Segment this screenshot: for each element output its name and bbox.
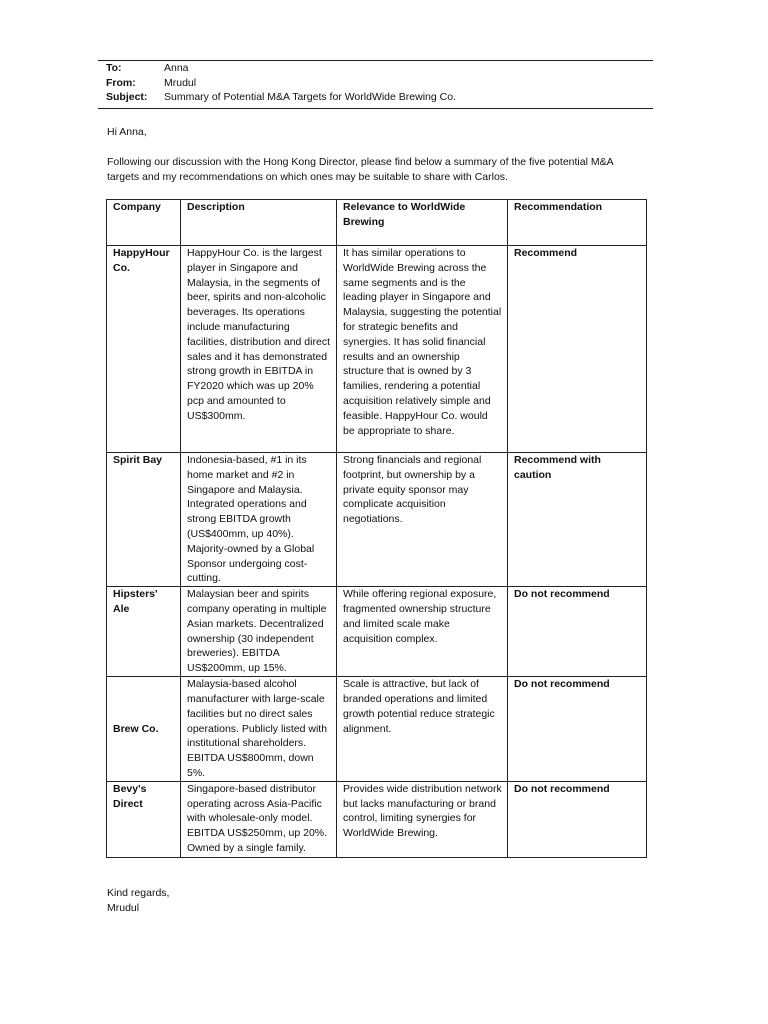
description-cell: Indonesia-based, #1 in its home market and #2 in Singapore and Malaysia. Integrated operations and strong EBITDA growth (US$400mm, up 40%). Majority-owned by a Global Sponsor undergoing cost-cutting. bbox=[181, 453, 337, 587]
subject-label: Subject: bbox=[106, 91, 148, 104]
header-relevance: Relevance to WorldWide Brewing bbox=[337, 200, 508, 246]
targets-table bbox=[106, 199, 647, 858]
to-value: Anna bbox=[164, 62, 189, 74]
subject-value: Summary of Potential M&A Targets for WorldWide Brewing Co. bbox=[164, 91, 456, 104]
from-value: Mrudul bbox=[164, 76, 197, 89]
company-cell: Spirit Bay bbox=[107, 453, 181, 587]
description-cell: Malaysia-based alcohol manufacturer with large-scale facilities but no direct sales operations. Publicly listed with institutional shareholders. EBITDA US$800mm, down 5%. bbox=[181, 677, 337, 782]
recommendation-cell: Do not recommend bbox=[508, 781, 647, 857]
memo-from-row bbox=[98, 76, 653, 91]
relevance-cell: Scale is attractive, but lack of branded operations and limited growth potential reduce strategic alignment. bbox=[337, 677, 508, 782]
header-recommendation: Recommendation bbox=[508, 200, 647, 246]
to-label: To: bbox=[106, 62, 122, 74]
header-description: Description bbox=[181, 200, 337, 246]
table-row bbox=[107, 781, 647, 857]
recommendation-cell: Do not recommend bbox=[508, 677, 647, 782]
table-row bbox=[107, 587, 647, 677]
signer-name: Mrudul bbox=[107, 901, 140, 914]
closing bbox=[107, 886, 169, 916]
table-header-row bbox=[107, 200, 647, 246]
table-row bbox=[107, 677, 647, 782]
description-cell: Malaysian beer and spirits company operating in multiple Asian markets. Decentralized ownership (30 independent breweries). EBITDA US$200mm, up 15%. bbox=[181, 587, 337, 677]
intro-paragraph bbox=[107, 155, 652, 185]
memo-header bbox=[98, 60, 653, 109]
company-cell: Brew Co. bbox=[107, 677, 181, 782]
description-cell: Singapore-based distributor operating across Asia-Pacific with wholesale-only model. EBITDA US$250mm, up 20%. Owned by a single family. bbox=[181, 781, 337, 857]
company-cell: HappyHour Co. bbox=[107, 246, 181, 453]
table-row bbox=[107, 246, 647, 453]
relevance-cell: Provides wide distribution network but lacks manufacturing or brand control, limiting synergies for WorldWide Brewing. bbox=[337, 781, 508, 857]
intro-line-2: targets and my recommendations on which ones may be suitable to share with Carlos. bbox=[107, 170, 508, 183]
relevance-cell: It has similar operations to WorldWide Brewing across the same segments and is the leading player in Singapore and Malaysia, suggesting the potential for strategic benefits and synergies. It has solid financial results and an ownership structure that is owned by 3 families, rendering a potential acquisition relatively simple and feasible. HappyHour Co. would be appropriate to share. bbox=[337, 246, 508, 453]
description-cell: HappyHour Co. is the largest player in Singapore and Malaysia, in the segments of beer, spirits and non-alcoholic beverages. Its operations include manufacturing facilities, distribution and direct sales and it has demonstrated strong growth in EBITDA in FY2020 which was up 20% pcp and amounted to US$300mm. bbox=[181, 246, 337, 453]
greeting: Hi Anna, bbox=[107, 126, 147, 138]
recommendation-cell: Recommend with caution bbox=[508, 453, 647, 587]
memo-subject-row bbox=[98, 90, 653, 105]
header-company: Company bbox=[107, 200, 181, 246]
intro-line-1: Following our discussion with the Hong Kong Director, please find below a summary of the five potential M&A bbox=[107, 156, 614, 168]
relevance-cell: While offering regional exposure, fragmented ownership structure and limited scale make acquisition complex. bbox=[337, 587, 508, 677]
table-row bbox=[107, 453, 647, 587]
recommendation-cell: Do not recommend bbox=[508, 587, 647, 677]
relevance-cell: Strong financials and regional footprint, but ownership by a private equity sponsor may complicate acquisition negotiations. bbox=[337, 453, 508, 587]
recommendation-cell: Recommend bbox=[508, 246, 647, 453]
memo-to-row bbox=[98, 61, 653, 76]
signoff: Kind regards, bbox=[107, 887, 170, 899]
from-label: From: bbox=[106, 76, 136, 89]
company-cell: Hipsters' Ale bbox=[107, 587, 181, 677]
company-cell: Bevy's Direct bbox=[107, 781, 181, 857]
